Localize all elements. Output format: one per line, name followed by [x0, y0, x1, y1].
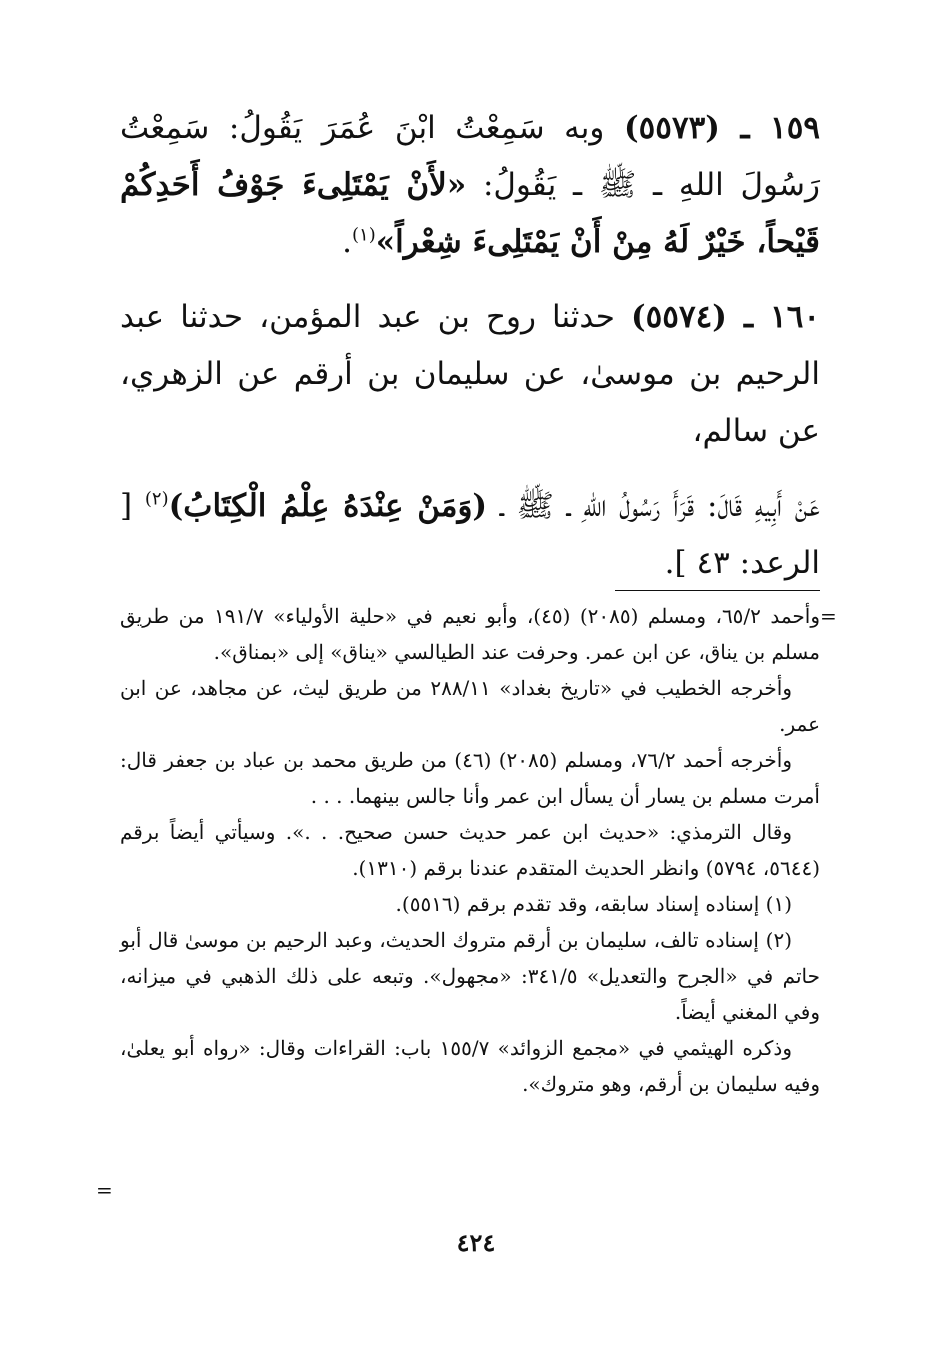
hadith-number: ١٦٠ ـ (٥٥٧٤): [630, 299, 820, 335]
footnote-continuation: وأحمد ٦٥/٢، ومسلم (٢٠٨٥) (٤٥)، وأبو نعيم في «حلية الأولياء» ١٩١/٧ من طريق مسلم بن يناق، عن ابن عمر. وحرفت عند الطيالسي «يناق» إلى «بمناق».: [120, 604, 820, 664]
quran-verse: (وَمَنْ عِنْدَهُ عِلْمُ الْكِتَابُ): [168, 488, 488, 524]
hadith-matn: «لأَنْ يَمْتَلِىءَ جَوْفُ أَحَدِكُمْ قَيْحاً، خَيْرٌ لَهُ مِنْ أَنْ يَمْتَلِىءَ شِعْراً»: [120, 167, 820, 260]
footnote-paragraph: وأخرجه الخطيب في «تاريخ بغداد» ٢٨٨/١١ من طريق ليث، عن مجاهد، عن ابن عمر.: [120, 676, 820, 736]
matn-intro: عَنْ أَبِيهِ قَالَ: قَرَأَ رَسُولُ اللهِ ـ ﷺ ـ: [499, 488, 820, 524]
continuation-mark-bottom: =: [96, 1178, 113, 1202]
main-text: [120, 100, 820, 610]
sentence-end: .: [342, 224, 352, 260]
hadith-number: ١٥٩ ـ (٥٥٧٣): [623, 110, 820, 146]
footnote-divider: [615, 590, 820, 591]
isnad-text: حدثنا روح بن عبد المؤمن، حدثنا عبد الرحيم بن موسىٰ، عن سليمان بن أرقم عن الزهري، عن سالم،: [120, 299, 820, 449]
footnote-marker: (٢): [144, 488, 169, 510]
continuation-mark-top: =: [820, 604, 837, 628]
hadith-159: [120, 100, 820, 271]
isnad-text: وبه سَمِعْتُ ابْنَ عُمَرَ يَقُولُ: سَمِعْتُ رَسُولَ اللهِ ـ ﷺ ـ يَقُولُ:: [120, 110, 820, 203]
footnote-paragraph: وأخرجه أحمد ٧٦/٢، ومسلم (٢٠٨٥) (٤٦) من طريق محمد بن عباد بن جعفر قال: أمرت مسلم بن يسار أن يسأل ابن عمر وأنا جالس بينهما. . . .: [120, 748, 820, 808]
footnotes: [120, 598, 820, 1102]
verse-reference: [ الرعد: ٤٣ ].: [120, 488, 820, 581]
page-number: ٤٢٤: [456, 1228, 496, 1257]
footnote-paragraph: وقال الترمذي: «حديث ابن عمر حديث حسن صحيح. . .». وسيأتي أيضاً برقم (٥٦٤٤، ٥٧٩٤) وانظر الحديث المتقدم عندنا برقم (١٣١٠).: [120, 820, 820, 880]
footnote-paragraph: وذكره الهيثمي في «مجمع الزوائد» ١٥٥/٧ باب: القراءات وقال: «رواه أبو يعلىٰ، وفيه سليمان بن أرقم، وهو متروك».: [120, 1036, 820, 1096]
hadith-160: [120, 289, 820, 460]
footnote-2: (٢) إسناده تالف، سليمان بن أرقم متروك الحديث، وعبد الرحيم بن موسىٰ قال أبو حاتم في «الجرح والتعديل» ٣٤١/٥: «مجهول». وتبعه على ذلك الذهبي في ميزانه، وفي المغني أيضاً.: [120, 928, 820, 1024]
footnote-marker: (١): [352, 224, 376, 246]
hadith-160-matn: [120, 478, 820, 592]
footnote-1: (١) إسناده إسناد سابقه، وقد تقدم برقم (٥٥١٦).: [395, 892, 792, 916]
